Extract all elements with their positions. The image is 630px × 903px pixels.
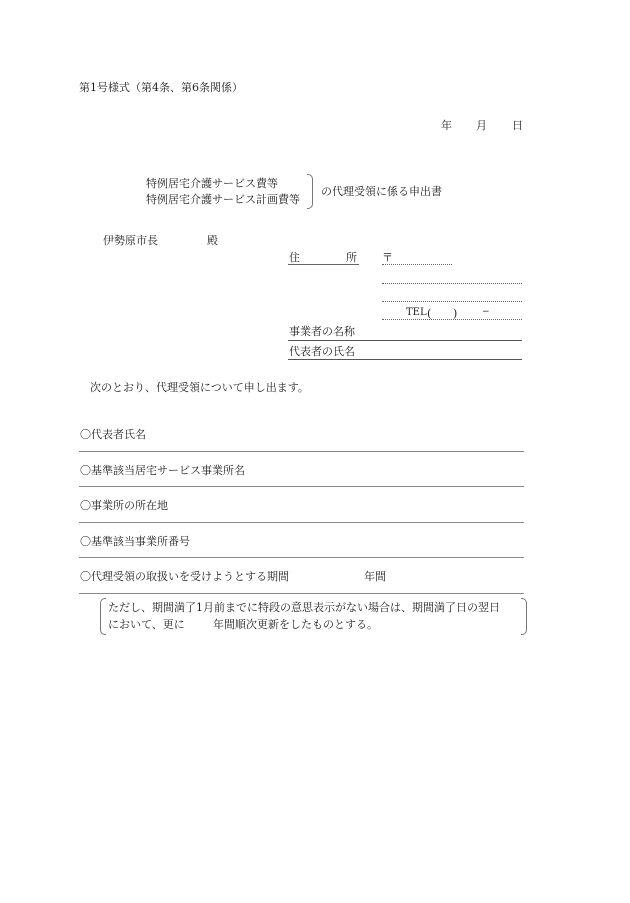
form-number: 第1号様式（第4条、第6条関係） <box>79 81 243 94</box>
field-office-location-line[interactable] <box>79 522 524 523</box>
addressee-name: 伊勢原市長 <box>103 234 158 247</box>
date-month-label: 月 <box>476 119 487 132</box>
title-suffix: の代理受領に係る申出書 <box>321 185 442 198</box>
tel-dash: − <box>482 307 490 317</box>
field-representative-name-line[interactable] <box>79 451 524 452</box>
address-label-1: 住 <box>289 251 300 264</box>
field-office-name-line[interactable] <box>79 486 524 487</box>
field-office-location: 〇事業所の所在地 <box>80 499 168 512</box>
note-line-1: ただし、期間満了1月前までに特段の意思表示がない場合は、期間満了日の翌日 <box>108 601 500 614</box>
date-year-label: 年 <box>441 119 452 132</box>
field-period-line[interactable] <box>79 593 524 594</box>
field-period-suffix: 年間 <box>364 570 386 583</box>
date-day-label: 日 <box>512 119 523 132</box>
tel-field[interactable] <box>382 319 522 320</box>
title-line-1: 特例居宅介護サービス費等 <box>146 177 278 190</box>
tel-close-paren: ) <box>453 307 458 320</box>
address-line-2-field[interactable] <box>382 301 522 302</box>
addressee-honorific: 殿 <box>207 234 218 247</box>
field-representative-name: 〇代表者氏名 <box>80 428 146 441</box>
note-line-2b: 年間順次更新をしたものとする。 <box>213 618 378 631</box>
address-line-1-field[interactable] <box>382 283 522 284</box>
note-line-2a: において、更に <box>108 618 185 631</box>
tel-label: TEL <box>406 307 427 318</box>
postal-mark: 〒 <box>382 251 393 264</box>
field-office-number: 〇基準該当事業所番号 <box>80 535 190 548</box>
representative-field[interactable] <box>288 359 522 360</box>
note-bracket-right <box>521 598 527 635</box>
intro-text: 次のとおり、代理受領について申し出ます。 <box>90 381 309 394</box>
field-office-name: 〇基準該当居宅サービス事業所名 <box>80 464 245 477</box>
address-label-underline <box>288 264 359 265</box>
tel-open-paren: ( <box>427 307 432 320</box>
representative-label: 代表者の氏名 <box>289 345 355 358</box>
note-bracket-left <box>100 598 106 635</box>
address-label-2: 所 <box>346 251 357 264</box>
title-line-2: 特例居宅介護サービス計画費等 <box>146 193 300 206</box>
title-bracket <box>307 174 313 209</box>
postal-code-field[interactable] <box>382 264 452 265</box>
business-name-label: 事業者の名称 <box>289 325 355 338</box>
field-office-number-line[interactable] <box>79 557 524 558</box>
business-name-field[interactable] <box>288 340 522 341</box>
field-period: 〇代理受領の取扱いを受けようとする期間 <box>80 570 289 583</box>
